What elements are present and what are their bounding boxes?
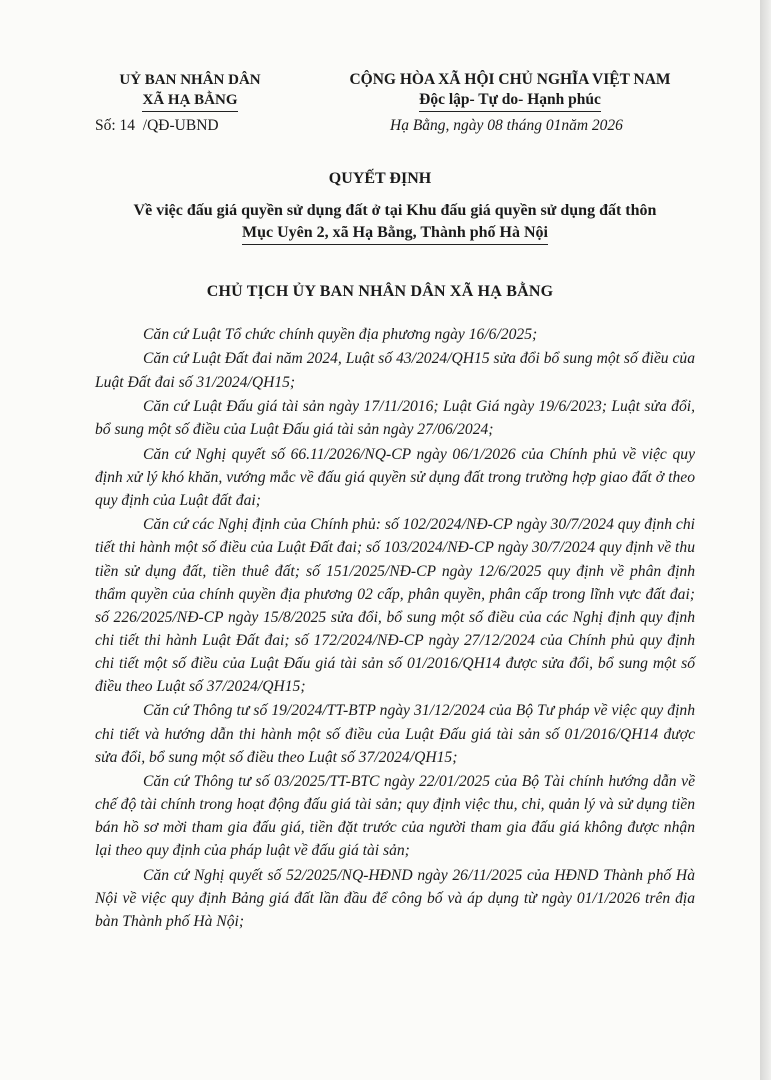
subject-line-1: Về việc đấu giá quyền sử dụng đất ở tại Khu đấu giá quyền sử dụng đất thôn — [133, 202, 657, 219]
legal-basis — [95, 323, 695, 935]
basis-paragraph: Căn cứ Thông tư số 03/2025/TT-BTC ngày 22/01/2025 của Bộ Tài chính hướng dẫn về chế độ tài chính trong hoạt động đấu giá tài sản; quy định việc thu, chi, quản lý và sử dụng tiền bán hồ sơ mời tham gia đấu giá, tiền đặt trước của người tham gia đấu giá không được nhận lại theo quy định của pháp luật về đấu giá tài sản; — [95, 773, 695, 860]
country-name: CỘNG HÒA XÃ HỘI CHỦ NGHĨA VIỆT NAM — [349, 71, 671, 88]
basis-paragraph: Căn cứ các Nghị định của Chính phủ: số 102/2024/NĐ-CP ngày 30/7/2024 quy định chi tiết thi hành một số điều của Luật Đất đai; số 103/2024/NĐ-CP ngày 30/7/2024 quy định về thu tiền sử dụng đất, tiền thuê đất; số 151/2025/NĐ-CP ngày 12/6/2025 quy định về phân định thẩm quyền của chính quyền địa phương 02 cấp, phân quyền, phân cấp trong lĩnh vực đất đai; số 226/2025/NĐ-CP ngày 15/8/2025 sửa đổi, bổ sung một số điều của các Nghị định quy định chi tiết thi hành Luật Đất đai; số 172/2024/NĐ-CP ngày 27/12/2024 của Chính phủ quy định chi tiết một số điều của Luật Đấu giá tài sản số 01/2016/QH14 được sửa đổi, bổ sung một số điều theo Luật số 37/2024/QH15; — [95, 516, 695, 695]
basis-paragraph: Căn cứ Luật Đất đai năm 2024, Luật số 43/2024/QH15 sửa đổi bổ sung một số điều của Luật Đất đai số 31/2024/QH15; — [95, 350, 695, 391]
page-edge-shadow — [760, 0, 771, 1080]
basis-paragraph: Căn cứ Thông tư số 19/2024/TT-BTP ngày 31/12/2024 của Bộ Tư pháp về việc quy định chi tiết và hướng dẫn thi hành một số điều của Luật Đấu giá tài sản số 01/2016/QH14 được sửa đổi, bổ sung một số điều theo Luật số 37/2024/QH15; — [95, 702, 695, 766]
national-header — [320, 70, 700, 112]
basis-paragraph: Căn cứ Nghị quyết số 66.11/2026/NQ-CP ngày 06/1/2026 của Chính phủ về việc quy định xử lý khó khăn, vướng mắc về đấu giá quyền sử dụng đất trong trường hợp giao đất ở theo quy định của Luật đất đai; — [95, 445, 695, 509]
national-motto: Độc lập- Tự do- Hạnh phúc — [419, 90, 601, 112]
agency-name: UỶ BAN NHÂN DÂN — [119, 72, 261, 88]
issuing-agency — [95, 70, 285, 112]
document-subject — [80, 200, 710, 245]
basis-paragraph: Căn cứ Luật Đấu giá tài sản ngày 17/11/2016; Luật Giá ngày 19/6/2023; Luật sửa đổi, bổ sung một số điều của Luật Đấu giá tài sản ngày 27/06/2024; — [95, 398, 695, 439]
issuing-authority: CHỦ TỊCH ỦY BAN NHÂN DÂN XÃ HẠ BẰNG — [206, 283, 554, 300]
basis-paragraph: Căn cứ Luật Tổ chức chính quyền địa phương ngày 16/6/2025; — [143, 326, 538, 343]
subject-line-2: Mục Uyên 2, xã Hạ Bằng, Thành phố Hà Nội — [242, 222, 548, 245]
basis-paragraph: Căn cứ Nghị quyết số 52/2025/NQ-HĐND ngày 26/11/2025 của HĐND Thành phố Hà Nội về việc quy định Bảng giá đất lần đầu để công bố và áp dụng từ ngày 01/1/2026 trên địa bàn Thành phố Hà Nội; — [95, 866, 695, 931]
document-date: Hạ Bằng, ngày 08 tháng 01năm 2026 — [390, 117, 623, 134]
agency-commune: XÃ HẠ BẰNG — [142, 90, 237, 112]
document-title: QUYẾT ĐỊNH — [328, 170, 432, 187]
document-number: Số: 14 /QĐ-UBND — [95, 117, 219, 134]
